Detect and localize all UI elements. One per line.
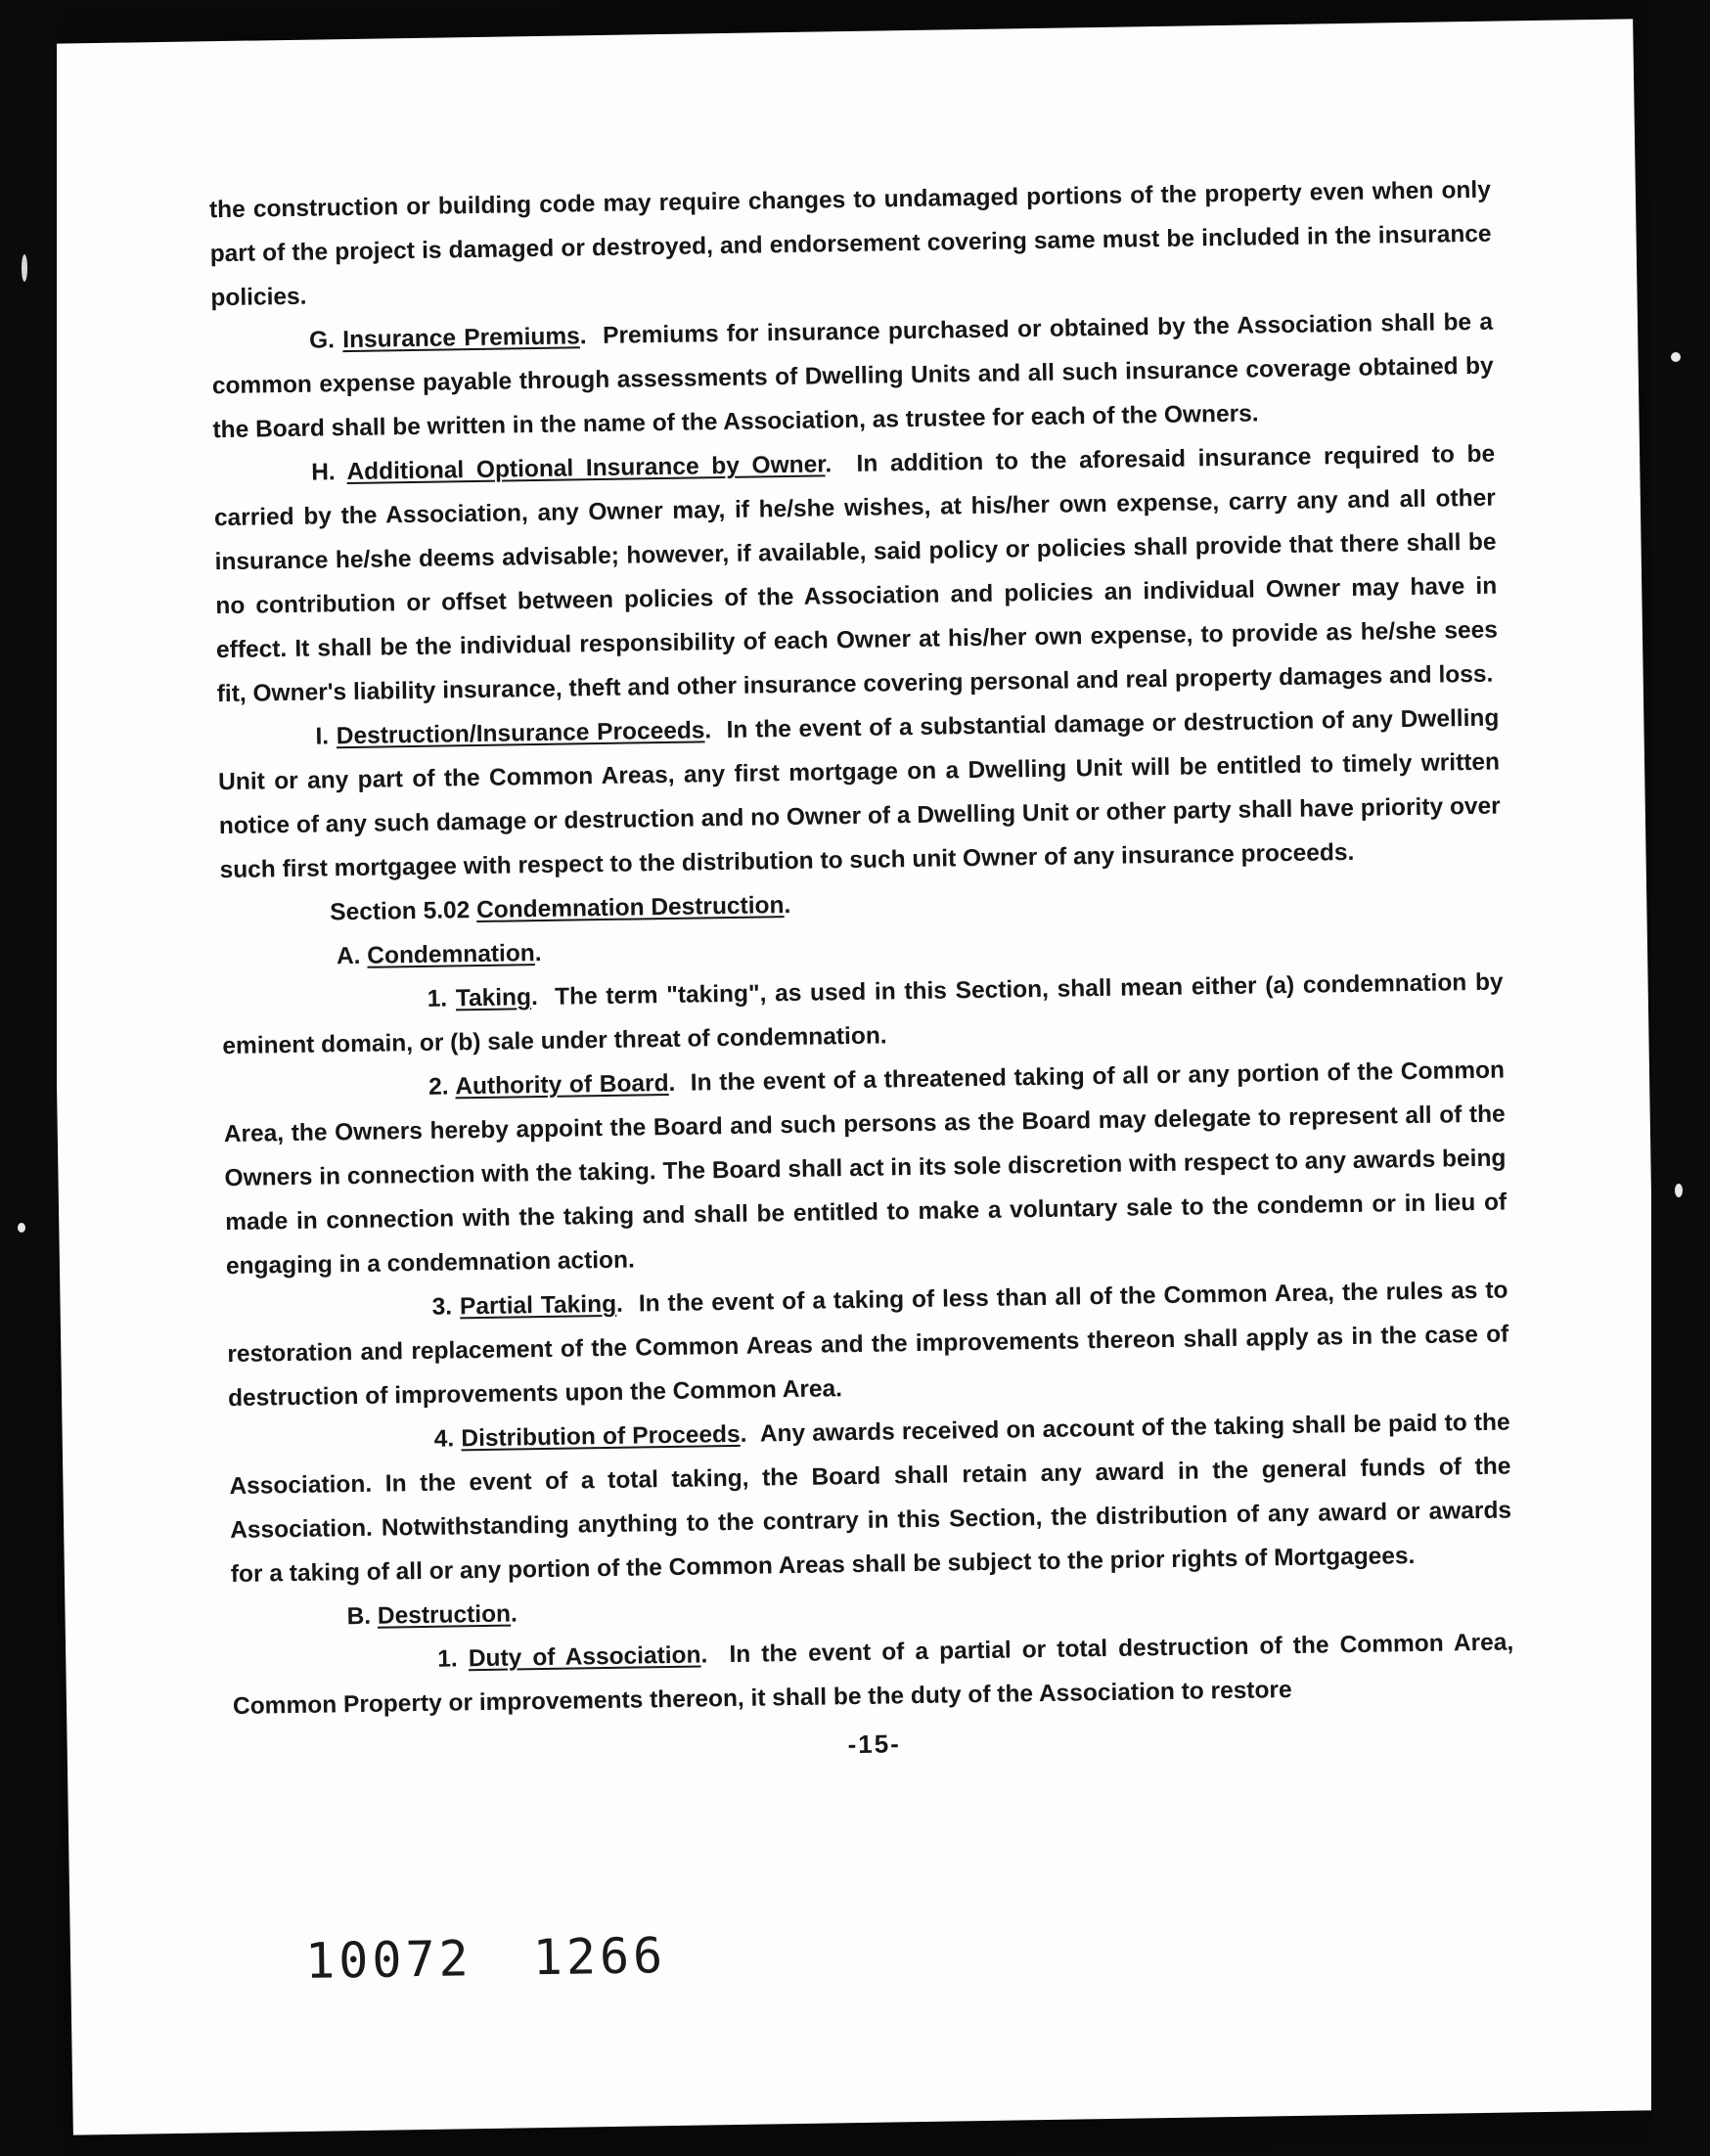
a2-title: Authority of Board (455, 1069, 669, 1100)
section-h-text: In addition to the aforesaid insurance required to be carried by the Association, any Owner may, if he/she wishes, at his/her own expense, carry any and all other insurance he/she deems advisable; however, if available, said policy or policies shall provide that there shall be no contribution or offset between policies of the Association and policies an individual Owner may have in effect. It shall be the individual responsibility of each Owner at his/her own expense, to provide as he/she sees fit, Owner's liability insurance, theft and other insurance covering personal and real property damages and loss. (213, 440, 1499, 708)
paragraph-g: G. Insurance Premiums. Premiums for insurance purchased or obtained by the Association shall be a common expense payable through assessments of Dwelling Units and all such insurance coverage obtained by the Board shall be written in the name of the Association, as trustee for each of the Owners. (211, 308, 1494, 444)
section-g-title: Insurance Premiums (342, 323, 580, 354)
section-i-text: In the event of a substantial damage or destruction of any Dwelling Unit or any part of the Common Areas, any first mortgage on a Dwelling Unit will be entitled to timely written notice of any such damage or destruction and no Owner of a Dwelling Unit or other party shall have priority over such first mortgagee with respect to the distribution to such unit Owner of any insurance proceeds. (217, 704, 1501, 884)
scan-artifact (0, 0, 57, 2156)
a4-title: Distribution of Proceeds (461, 1420, 741, 1453)
intro-paragraph (209, 168, 1493, 321)
subsection-b-title: Destruction (377, 1600, 512, 1630)
subsection-a-heading: A. Condemnation. (336, 939, 542, 970)
section-502-heading: Section 5.02 Condemnation Destruction. (330, 891, 791, 926)
subsection-a-title: Condemnation (367, 940, 535, 969)
a4-number: 4. (433, 1425, 455, 1453)
scan-artifact (1671, 352, 1681, 362)
a4-text: Any awards received on account of the taking shall be paid to the Association. In the event of a total taking, the Board shall retain any award in the general funds of the Association. Notwithstanding anything to the contrary in this Section, the distribution of any award or awards for a taking of all or any portion of the Common Areas shall be subject to the prior rights of Mortgagees. (229, 1409, 1512, 1589)
scan-artifact (22, 254, 27, 282)
document-body (209, 168, 1515, 1776)
a2-number: 2. (428, 1073, 449, 1100)
section-502-label: Section 5.02 (330, 897, 471, 926)
subsection-a-letter: A. (336, 942, 361, 970)
section-i-title: Destruction/Insurance Proceeds (336, 717, 705, 750)
subsection-b-letter: B. (346, 1602, 372, 1631)
scan-artifact (1651, 0, 1710, 2156)
section-502-title: Condemnation Destruction (475, 892, 785, 924)
a1-number: 1. (427, 985, 448, 1012)
paragraph-h: H. Additional Optional Insurance by Owner. In addition to the aforesaid insurance required to be carried by the Association, any Owner may, if he/she wishes, at his/her own expense, carry any and all other insurance he/she deems advisable; however, if available, said policy or policies shall provide that there shall be no contribution or offset between policies of the Association and policies an individual Owner may have in effect. It shall be the individual responsibility of each Owner at his/her own expense, to provide as he/she sees fit, Owner's liability insurance, theft and other insurance covering personal and real property damages and loss. (213, 440, 1499, 708)
intro-text: the construction or building code may require changes to undamaged portions of the property even when only part of the project is damaged or destroyed, and endorsement covering same must be included in the insurance policies. (208, 176, 1492, 312)
subsection-b-heading: B. Destruction. (346, 1600, 518, 1631)
paper-sheet (40, 19, 1665, 2134)
a1-text: The term "taking", as used in this Section, shall mean either (a) condemnation by eminent domain, or (b) sale under threat of condemnation. (222, 968, 1504, 1060)
b1-title: Duty of Association (468, 1641, 701, 1673)
section-h-title: Additional Optional Insurance by Owner (346, 451, 826, 486)
section-i-letter: I. (315, 723, 330, 750)
paragraph-a2: 2. Authority of Board. In the event of a threatened taking of all or any portion of the Common Area, the Owners hereby appoint the Board and such persons as the Board may delegate to represent all of the Owners in connection with the taking. The Board shall act in its sole discretion with respect to any awards being made in connection with the taking and shall be entitled to make a voluntary sale to the condemn or in lieu of engaging in a condemnation action. (223, 1056, 1508, 1280)
scan-artifact (18, 1223, 25, 1233)
paragraph-a4: 4. Distribution of Proceeds. Any awards received on account of the taking shall be paid to the Association. In the event of a total taking, the Board shall retain any award in the general funds of the Association. Notwithstanding anything to the contrary in this Section, the distribution of any award or awards for a taking of all or any portion of the Common Areas shall be subject to the prior rights of Mortgagees. (229, 1409, 1512, 1589)
a3-text: In the event of a taking of less than all of the Common Area, the rules as to restoration and replacement of the Common Areas and the improvements thereon shall apply as in the case of destruction of improvements upon the Common Area. (227, 1277, 1509, 1413)
paragraph-b1: 1. Duty of Association. In the event of a partial or total destruction of the Common Area, Common Property or improvements thereon, it shall be the duty of the Association to restore (232, 1629, 1514, 1721)
page-number: -15- (847, 1729, 902, 1760)
stamp-page-number: 1266 (532, 1927, 667, 1987)
paragraph-a3: 3. Partial Taking. In the event of a taking of less than all of the Common Area, the rules as to restoration and replacement of the Common Areas and the improvements thereon shall apply as in the case of destruction of improvements upon the Common Area. (227, 1277, 1509, 1413)
paragraph-i: I. Destruction/Insurance Proceeds. In the event of a substantial damage or destruction of any Dwelling Unit or any part of the Common Areas, any first mortgage on a Dwelling Unit will be entitled to timely written notice of any such damage or destruction and no Owner of a Dwelling Unit or other party shall have priority over such first mortgagee with respect to the distribution to such unit Owner of any insurance proceeds. (217, 704, 1501, 884)
recording-stamp (305, 1927, 667, 1990)
a3-number: 3. (431, 1293, 453, 1321)
section-g-text: Premiums for insurance purchased or obtained by the Association shall be a common expense payable through assessments of Dwelling Units and all such insurance coverage obtained by the Board shall be written in the name of the Association, as trustee for each of the Owners. (211, 308, 1494, 444)
scan-artifact (1675, 1184, 1683, 1197)
section-h-letter: H. (311, 459, 336, 486)
stamp-book-number: 10072 (304, 1930, 473, 1990)
section-g-letter: G. (308, 327, 336, 354)
b1-number: 1. (437, 1645, 458, 1673)
a1-title: Taking (455, 984, 532, 1012)
a2-text: In the event of a threatened taking of all or any portion of the Common Area, the Owners hereby appoint the Board and such persons as the Board may delegate to represent all of the Owners in connection with the taking. The Board shall act in its sole discretion with respect to any awards being made in connection with the taking and shall be entitled to make a voluntary sale to the condemn or in lieu of engaging in a condemnation action. (223, 1056, 1508, 1280)
paragraph-a1: 1. Taking. The term "taking", as used in this Section, shall mean either (a) condemnation by eminent domain, or (b) sale under threat of condemnation. (222, 968, 1504, 1060)
a3-title: Partial Taking (459, 1290, 617, 1321)
b1-text: In the event of a partial or total destruction of the Common Area, Common Property or improvements thereon, it shall be the duty of the Association to restore (232, 1629, 1514, 1721)
